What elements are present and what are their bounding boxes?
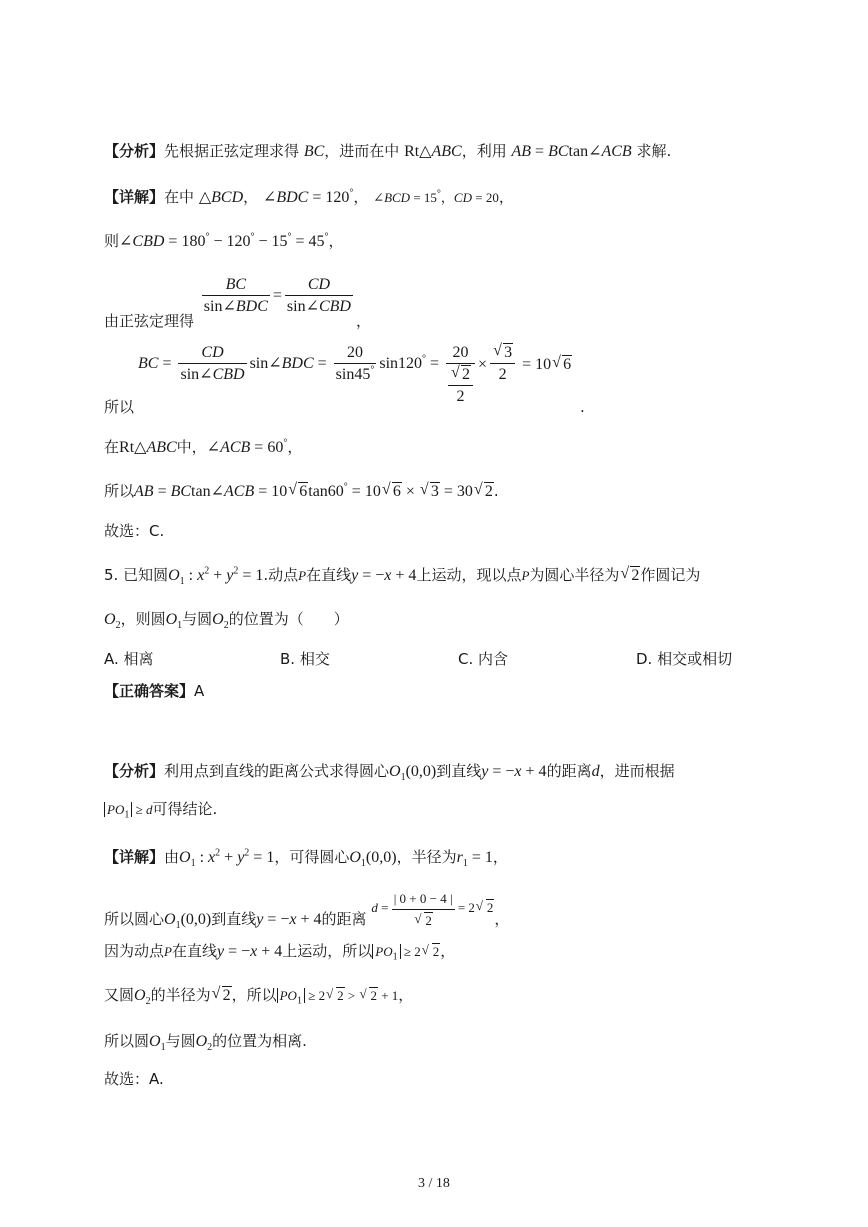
period-mark: . <box>580 398 585 416</box>
correct-value: A <box>194 682 205 700</box>
option-c: C. 内含 <box>458 650 509 668</box>
q5-text: 在直线 <box>306 566 352 584</box>
analysis-text: 求解. <box>636 142 672 160</box>
q5-text: 上运动，现以点 <box>416 566 522 584</box>
bc-computation: BC = $\frac{CD}{\text{sin∠CBD}}$ sin∠BDC = $\frac{20}{\sin 45^\circ}$ sin120° = 20 √ $\frac{2}{2}$ × √ $\frac{3}{2}$ = 10√ 6 <box>138 342 572 407</box>
math-root2: √ 2 <box>619 567 640 584</box>
math-ab-result: AB = BCtan∠ACB = 10√ 6tan60° = 10√ 6 × √ 3 = 30√ 2 <box>134 483 494 500</box>
math-angle-bcd: ∠BCD = 15°，CD = 20 <box>373 188 499 205</box>
detail-text: ， <box>440 942 456 960</box>
math-rt-abc: Rt△ABC <box>404 143 462 160</box>
sine-law-line: 由正弦定理得 $\frac{BC}{\text{sin∠BDC}}$ = $\frac{CD}{\text{sin∠CBD}}$ ， <box>104 276 371 330</box>
correct-answer <box>104 680 204 702</box>
math-distance: d = | 0 + 0 − 4 | √ 2 = 2√ 2 <box>371 900 494 915</box>
option-b: B. 相交 <box>280 650 330 668</box>
option-a: A. 相离 <box>104 650 154 668</box>
detail-text: ， <box>492 848 508 866</box>
then-label: 则 <box>104 232 120 250</box>
page-number: 3 / 18 <box>418 1176 450 1191</box>
q5-text: 与圆 <box>182 610 213 628</box>
math-bcd: △BCD <box>198 189 244 206</box>
analysis-text: 利用点到直线的距离公式求得圆心 <box>164 762 390 780</box>
then-line: 则∠CBD = 180° − 120° − 15° = 45°， <box>104 231 344 250</box>
math-rt-abc-2: Rt△ABC <box>119 439 177 456</box>
detail-text: 到直线 <box>211 910 257 929</box>
so-line <box>104 396 134 418</box>
analysis-line-1: 【分析】先根据正弦定理求得 BC，进而在中 Rt△ABC，利用 AB = BCtan∠ACB 求解. <box>104 142 672 160</box>
detail-tag: 【详解】 <box>104 188 165 206</box>
math-line-eq: y = −x + 4 <box>351 567 417 584</box>
q5-text: 的位置为（ ） <box>228 610 349 628</box>
detail-text: ，所以 <box>231 986 277 1004</box>
detail-2-line-5: 所以圆$O_1$与圆$O_2$的位置为相离. <box>104 1032 307 1054</box>
so-label-2: 所以 <box>104 482 135 500</box>
detail-text: 因为动点 <box>104 942 165 960</box>
detail-text: ， <box>353 188 369 206</box>
detail-text: 由 <box>164 848 180 866</box>
answer-2: 故选：A. <box>104 1070 164 1088</box>
math-angle-bdc: ∠BDC = 120° <box>262 187 354 206</box>
q5-line-2: $O_2$，则圆$O_1$与圆$O_2$的位置为（ ） <box>104 610 349 632</box>
analysis-tag-2: 【分析】 <box>104 762 165 780</box>
q5-text: .动点 <box>263 566 299 584</box>
detail-text: 的距离 <box>321 910 367 929</box>
math-angle-cbd: ∠CBD = 180° − 120° − 15° = 45° <box>119 231 329 250</box>
detail-2-line-3: 因为动点P在直线y = −x + 4上运动，所以 $PO_1 \ge 2√$ 2， <box>104 940 455 963</box>
fraction-20-root2: 20 √ $\frac{2}{2}$ <box>446 342 475 407</box>
analysis-text: ，进而在中 <box>324 142 400 160</box>
detail-text: 所以圆 <box>104 1032 150 1050</box>
ab-result-line: 所以AB = BCtan∠ACB = 10√ 6tan60° = 10√ 6 × √ 3 = 30√ 2. <box>104 480 499 503</box>
math-o1-eq: $O_1$ : $x^2 + y^2 = 1$ <box>168 565 264 588</box>
q5-number: 5. 已知圆 <box>104 566 169 584</box>
math-po1-ge-d: $PO_1 \ge d$ <box>104 802 152 817</box>
detail-text: ， <box>494 910 510 929</box>
detail-text: ，半径为 <box>396 848 457 866</box>
detail-text: 在直线 <box>171 942 217 960</box>
analysis-text: 可得结论. <box>152 800 218 818</box>
analysis-text: ，进而根据 <box>599 762 675 780</box>
fraction-bc-sin: $\frac{BC}{\text{sin∠BDC}}$ <box>203 276 268 315</box>
detail-text: 又圆 <box>104 986 135 1004</box>
analysis-2-line-1: 【分析】利用点到直线的距离公式求得圆心$O_1(0,0)$到直线y = −x + 4的距离d，进而根据 <box>104 762 675 784</box>
analysis-text: 先根据正弦定理求得 <box>164 142 300 160</box>
analysis-2-line-2 <box>104 798 217 821</box>
q5-line-1: 5. 已知圆$O_1$ : $x^2 + y^2 = 1$.动点P在直线y = −x + 4上运动，现以点P为圆心半径为√ 2作圆记为 <box>104 564 700 587</box>
q5-text: 为圆心半径为 <box>529 566 620 584</box>
fraction-20-sin45: $\frac{20}{\sin 45^\circ}$ <box>335 344 375 383</box>
detail-text: ，可得圆心 <box>274 848 350 866</box>
analysis-text: 的距离 <box>546 762 592 780</box>
math-bc: BC <box>303 143 325 160</box>
detail-text: 的位置为相离. <box>212 1032 307 1050</box>
fraction-cd-sin: $\frac{CD}{\text{sin∠CBD}}$ <box>286 276 351 315</box>
fraction-cd-cbd: $\frac{CD}{\text{sin∠CBD}}$ <box>180 344 245 383</box>
detail-text: 在中 <box>164 188 195 206</box>
analysis-text: ，利用 <box>461 142 507 160</box>
analysis-tag: 【分析】 <box>104 142 165 160</box>
in-label: 在 <box>104 438 120 456</box>
detail-text: 的半径为 <box>150 986 211 1004</box>
detail-text: 上运动，所以 <box>282 942 373 960</box>
math-angle-acb: ∠ACB = 60° <box>206 437 288 456</box>
detail-2-line-2: 所以圆心$O_1(0,0)$到直线y = −x + 4的距离 d = | 0 + 0 − 4 | √ 2 = 2√ 2， <box>104 888 509 931</box>
fraction-root3-2: √ $\frac{3}{2}$ <box>490 342 515 385</box>
math-ab-formula: AB <box>511 143 532 160</box>
correct-tag: 【正确答案】 <box>104 682 195 700</box>
detail-text: ， <box>243 188 259 206</box>
option-d: D. 相交或相切 <box>636 650 733 668</box>
analysis-text: 到直线 <box>436 762 482 780</box>
so-label: 所以 <box>104 398 135 416</box>
q5-text: 作圆记为 <box>640 566 701 584</box>
in-label-2: 中， <box>176 438 207 456</box>
detail-2-line-4: 又圆$O_2$的半径为√ 2，所以 $PO_1 \ge 2√$ 2 > √ 2 + 1， <box>104 984 413 1007</box>
sine-law-label: 由正弦定理得 <box>104 312 195 330</box>
q5-text: ，则圆 <box>120 610 166 628</box>
detail-text: ， <box>398 986 414 1004</box>
detail-tag-2: 【详解】 <box>104 848 165 866</box>
answer-1: 故选：C. <box>104 522 165 540</box>
detail-2-line-1: 【详解】由$O_1$ : $x^2 + y^2 = 1$，可得圆心$O_1(0,0)$，半径为$r_1 = 1$， <box>104 847 508 870</box>
math-o2: $O_2$ <box>104 611 121 632</box>
in-rt-line: 在Rt△ABC中，∠ACB = 60°， <box>104 437 303 456</box>
detail-text: 与圆 <box>165 1032 196 1050</box>
detail-text: 所以圆心 <box>104 910 165 929</box>
detail-line-1: 【详解】在中 △BCD， ∠BDC = 120°， ∠BCD = 15°，CD = 20， <box>104 187 514 206</box>
math-o1-origin: $O_1(0,0)$ <box>389 763 437 784</box>
